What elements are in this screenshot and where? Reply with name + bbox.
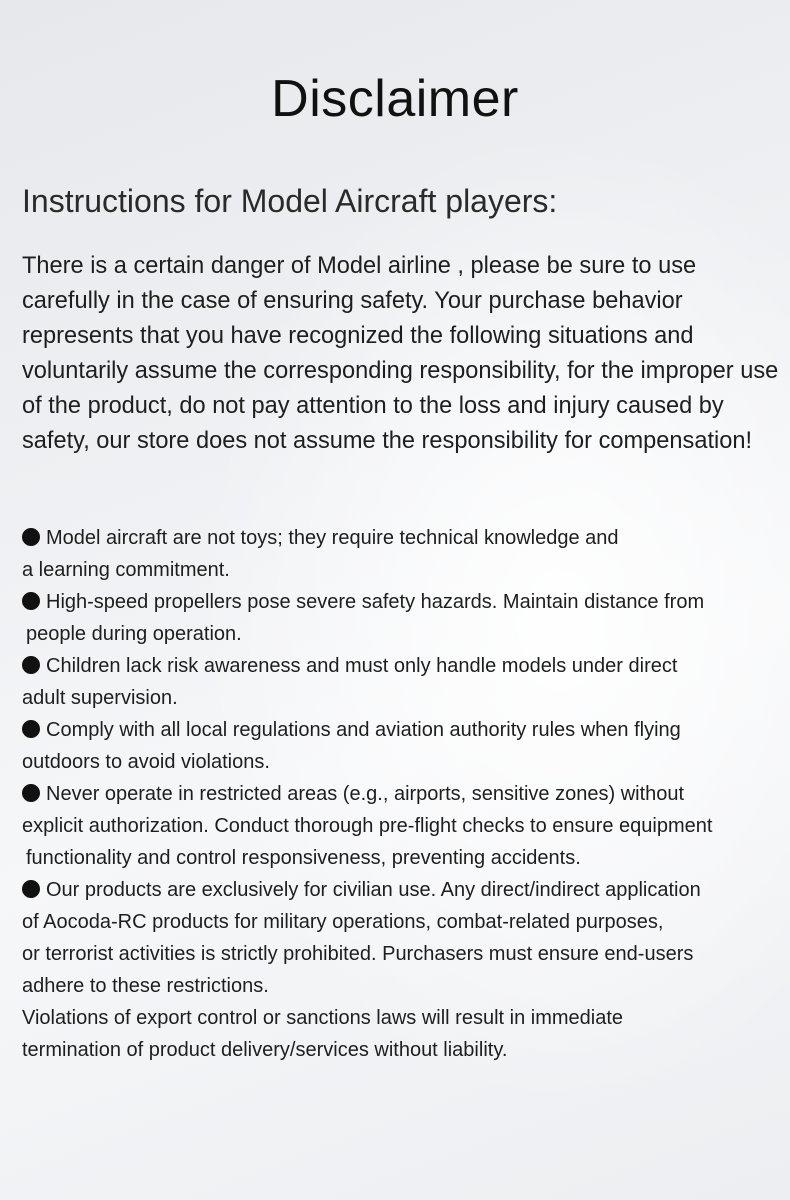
list-item [22,778,782,874]
item-line: functionality and control responsiveness, preventing accidents. [26,847,581,869]
list-item [22,714,782,778]
bullet-dot-icon [22,720,40,738]
item-line: Model aircraft are not toys; they require technical knowledge and [46,527,619,549]
safety-list [22,522,782,1066]
item-line: of Aocoda-RC products for military operations, combat-related purposes, [22,911,664,933]
list-item [22,586,782,650]
item-line: Children lack risk awareness and must only handle models under direct [46,655,678,677]
intro-paragraph: There is a certain danger of Model airline , please be sure to use carefully in the case of ensuring safety. Your purchase behavior represents that you have recognized the following situations and voluntarily assume the corresponding responsibility, for the improper use of the product, do not pay attention to the loss and injury caused by safety, our store does not assume the responsibility for compensation! [22,253,779,454]
item-line: High-speed propellers pose severe safety hazards. Maintain distance from [46,591,705,613]
item-line: Comply with all local regulations and aviation authority rules when flying [46,719,681,741]
instructions-heading: Instructions for Model Aircraft players: [22,183,558,219]
list-item [22,650,782,714]
closing-line: termination of product delivery/services without liability. [22,1039,508,1061]
closing-line: Violations of export control or sanctions laws will result in immediate [22,1007,624,1029]
list-item [22,522,782,586]
closing-note [22,1002,782,1066]
item-line: adhere to these restrictions. [22,975,269,997]
item-line: people during operation. [26,623,242,645]
item-line: adult supervision. [22,687,178,709]
item-line: explicit authorization. Conduct thorough pre-flight checks to ensure equipment [22,815,713,837]
item-line: Never operate in restricted areas (e.g., airports, sensitive zones) without [46,783,685,805]
bullet-dot-icon [22,784,40,802]
item-line: outdoors to avoid violations. [22,751,270,773]
bullet-dot-icon [22,592,40,610]
list-item [22,874,782,1002]
page-title: Disclaimer [271,70,519,128]
item-line: or terrorist activities is strictly prohibited. Purchasers must ensure end-users [22,943,694,965]
bullet-dot-icon [22,528,40,546]
item-line: Our products are exclusively for civilian use. Any direct/indirect application [46,879,701,901]
bullet-dot-icon [22,880,40,898]
item-line: a learning commitment. [22,559,230,581]
bullet-dot-icon [22,656,40,674]
